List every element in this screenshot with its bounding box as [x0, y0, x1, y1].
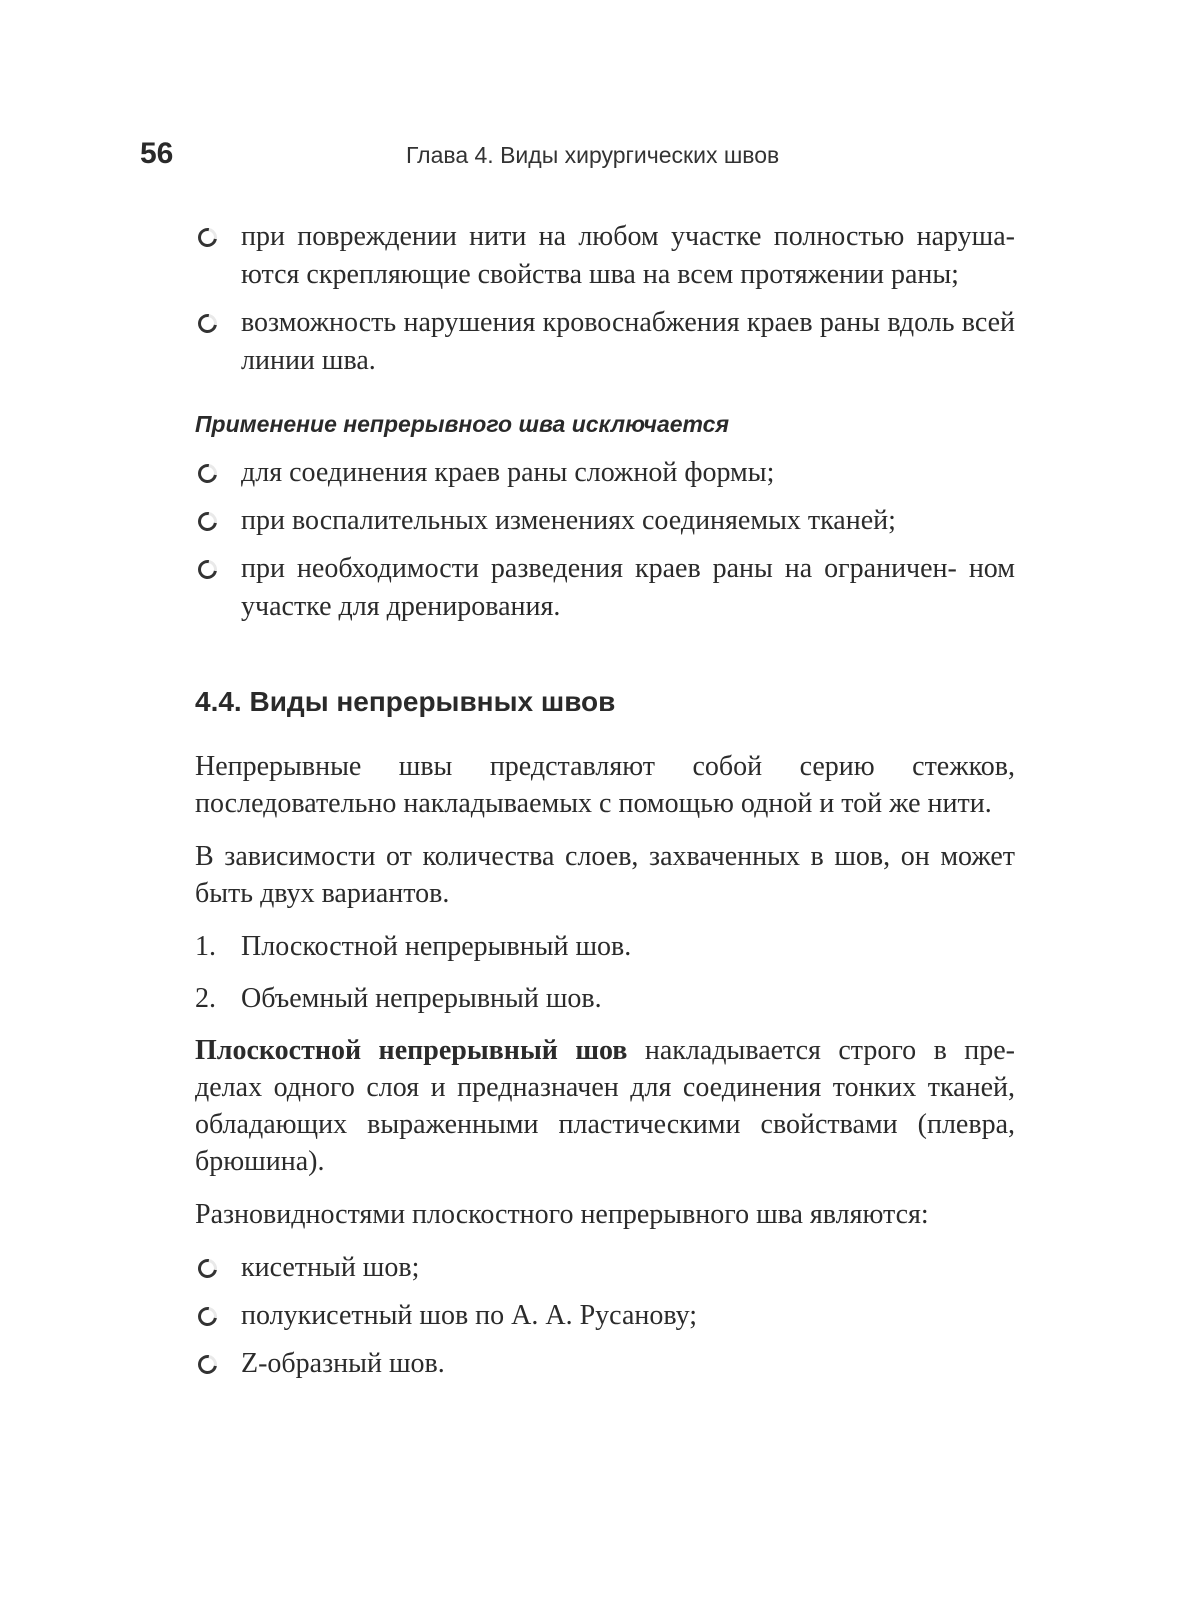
list-item: [195, 502, 1015, 540]
list-item: [195, 1249, 1015, 1287]
numbered-item: [195, 928, 1015, 966]
paragraph-planar-suture: [195, 1032, 1015, 1180]
numbered-item: [195, 980, 1015, 1018]
paragraph-text: накладывается строго в пре- делах одного слоя и предназначен для соединения тонких тканей, обладающих выраженными пластическими свойствами (плевра, брюшина).: [195, 1035, 1015, 1177]
list-item: [195, 218, 1015, 294]
item-text: Плоскостной непрерывный шов.: [241, 931, 632, 962]
list-item-text: для соединения краев раны сложной формы;: [241, 457, 775, 488]
list-item-text: Z-образный шов.: [241, 1348, 445, 1379]
varieties-list: [195, 1249, 1015, 1383]
paragraph-variants-intro: В зависимости от количества слоев, захваченных в шов, он может быть двух вариантов.: [195, 841, 1015, 909]
numbered-list: [195, 928, 1015, 1018]
paragraph-varieties: Разновидностями плоскостного непрерывного шва являются:: [195, 1199, 929, 1230]
disadvantages-list: [195, 218, 1015, 380]
item-text: Объемный непрерывный шов.: [241, 983, 602, 1014]
circle-bullet-icon: [194, 1303, 220, 1329]
list-item: [195, 1297, 1015, 1335]
page-content: [195, 218, 1015, 1393]
section-heading: 4.4. Виды непрерывных швов: [195, 686, 616, 717]
list-item: [195, 550, 1015, 626]
list-item-text: при необходимости разведения краев раны на ограничен- ном участке для дренирования.: [241, 553, 1015, 622]
list-item-text: возможность нарушения кровоснабжения краев раны вдоль всей линии шва.: [241, 307, 1015, 376]
list-item: [195, 454, 1015, 492]
circle-bullet-icon: [194, 310, 220, 336]
circle-bullet-icon: [194, 1351, 220, 1377]
circle-bullet-icon: [194, 1255, 220, 1281]
paragraph-definition: Непрерывные швы представляют собой серию стежков, последовательно накладываемых с помощью одной и той же нити.: [195, 751, 1015, 819]
circle-bullet-icon: [194, 508, 220, 534]
chapter-title: Глава 4. Виды хирургических швов: [406, 142, 780, 168]
list-item: [195, 304, 1015, 380]
list-item: [195, 1345, 1015, 1383]
list-item-text: при повреждении нити на любом участке полностью наруша- ются скрепляющие свойства шва на всем протяжении раны;: [241, 221, 1015, 290]
list-item-text: кисетный шов;: [241, 1252, 420, 1283]
circle-bullet-icon: [194, 224, 220, 250]
list-item-text: полукисетный шов по А. А. Русанову;: [241, 1300, 698, 1331]
page-number: 56: [140, 137, 174, 170]
list-item-text: при воспалительных изменениях соединяемых тканей;: [241, 505, 896, 536]
exclusion-list: [195, 454, 1015, 626]
circle-bullet-icon: [194, 556, 220, 582]
circle-bullet-icon: [194, 460, 220, 486]
item-number: 1.: [195, 931, 216, 962]
item-number: 2.: [195, 983, 216, 1014]
term-planar-suture: Плоскостной непрерывный шов: [195, 1035, 628, 1066]
exclusion-heading: Применение непрерывного шва исключается: [195, 411, 730, 437]
